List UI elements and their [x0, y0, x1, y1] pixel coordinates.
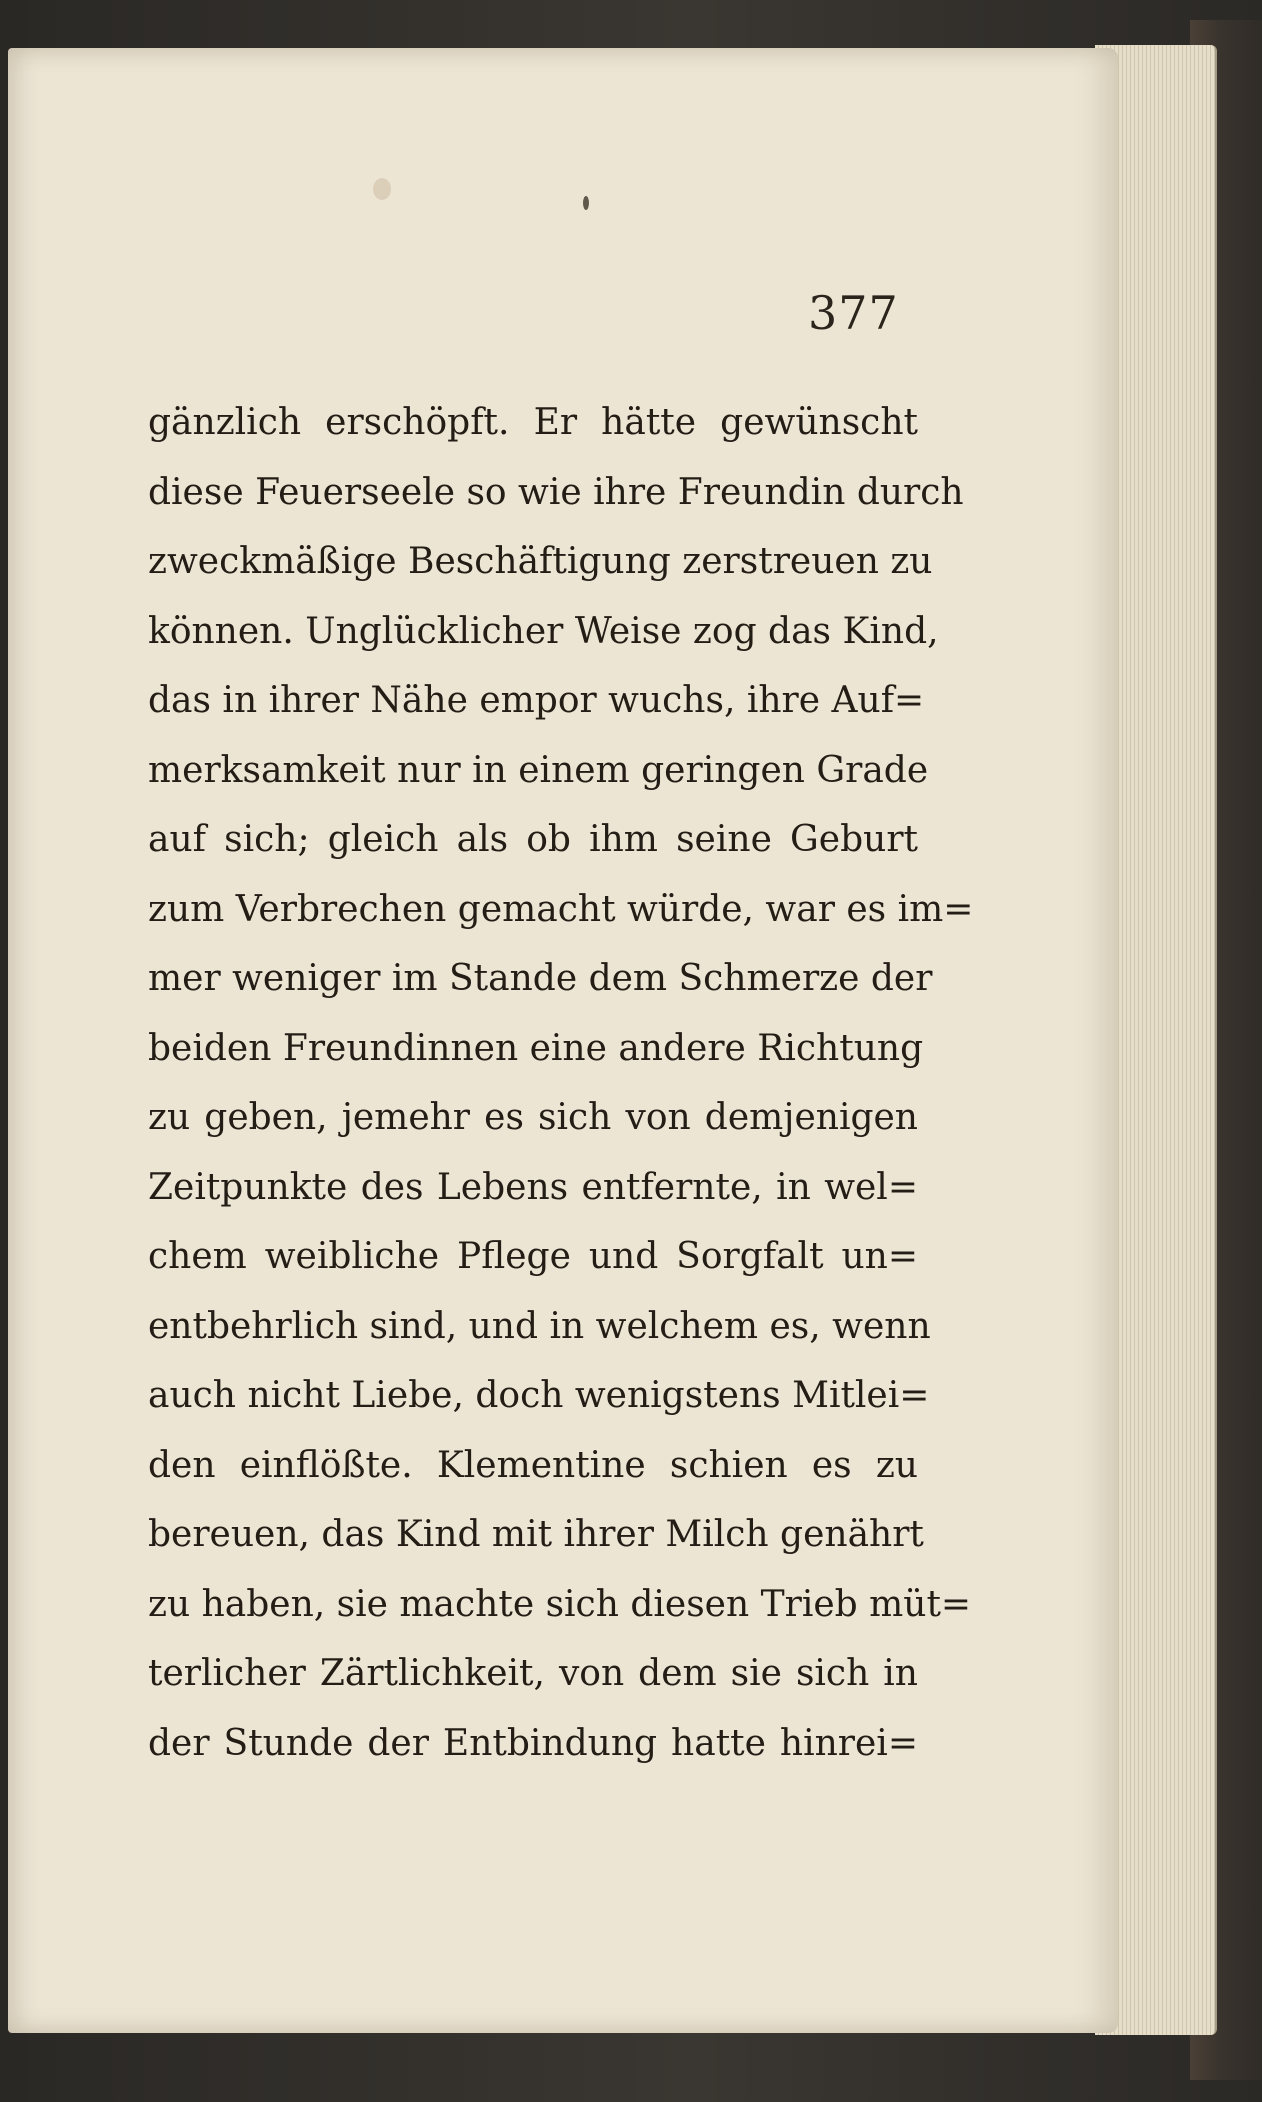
text-line: gänzlich erschöpft. Er hätte gewünscht [148, 402, 918, 443]
text-line: zweckmäßige Beschäftigung zerstreuen zu [148, 541, 933, 582]
text-line: bereuen, das Kind mit ihrer Milch genährt [148, 1514, 924, 1555]
text-line: der Stunde der Entbindung hatte hinrei= [148, 1722, 918, 1764]
text-line: Zeitpunkte des Lebens entfernte, in wel= [148, 1166, 918, 1208]
text-line: zu geben, jemehr es sich von demjenigen [148, 1097, 918, 1138]
text-line: den einflößte. Klementine schien es zu [148, 1444, 918, 1486]
text-line: das in ihrer Nähe empor wuchs, ihre Auf= [148, 680, 925, 721]
text-line: entbehrlich sind, und in welchem es, wenn [148, 1305, 931, 1347]
paper-stain [373, 178, 391, 200]
text-line: zu haben, sie machte sich diesen Trieb müt= [148, 1583, 972, 1625]
text-line: zum Verbrechen gemacht würde, war es im= [148, 888, 974, 930]
text-line: chem weibliche Pflege und Sorgfalt un= [148, 1236, 918, 1277]
text-line: merksamkeit nur in einem geringen Grade [148, 749, 929, 791]
page-sheet [8, 48, 1118, 2033]
body-text [148, 388, 974, 1778]
text-line: terlicher Zärtlichkeit, von dem sie sich in [148, 1653, 918, 1694]
page-number: 377 [808, 286, 899, 340]
text-line: diese Feuerseele so wie ihre Freundin durch [148, 471, 964, 513]
text-line: können. Unglücklicher Weise zog das Kind, [148, 610, 939, 652]
paper-stain [583, 196, 589, 210]
text-line: beiden Freundinnen eine andere Richtung [148, 1027, 924, 1069]
text-line: mer weniger im Stande dem Schmerze der [148, 958, 933, 999]
text-line: auf sich; gleich als ob ihm seine Geburt [148, 819, 918, 860]
text-line: auch nicht Liebe, doch wenigstens Mitlei= [148, 1375, 930, 1416]
